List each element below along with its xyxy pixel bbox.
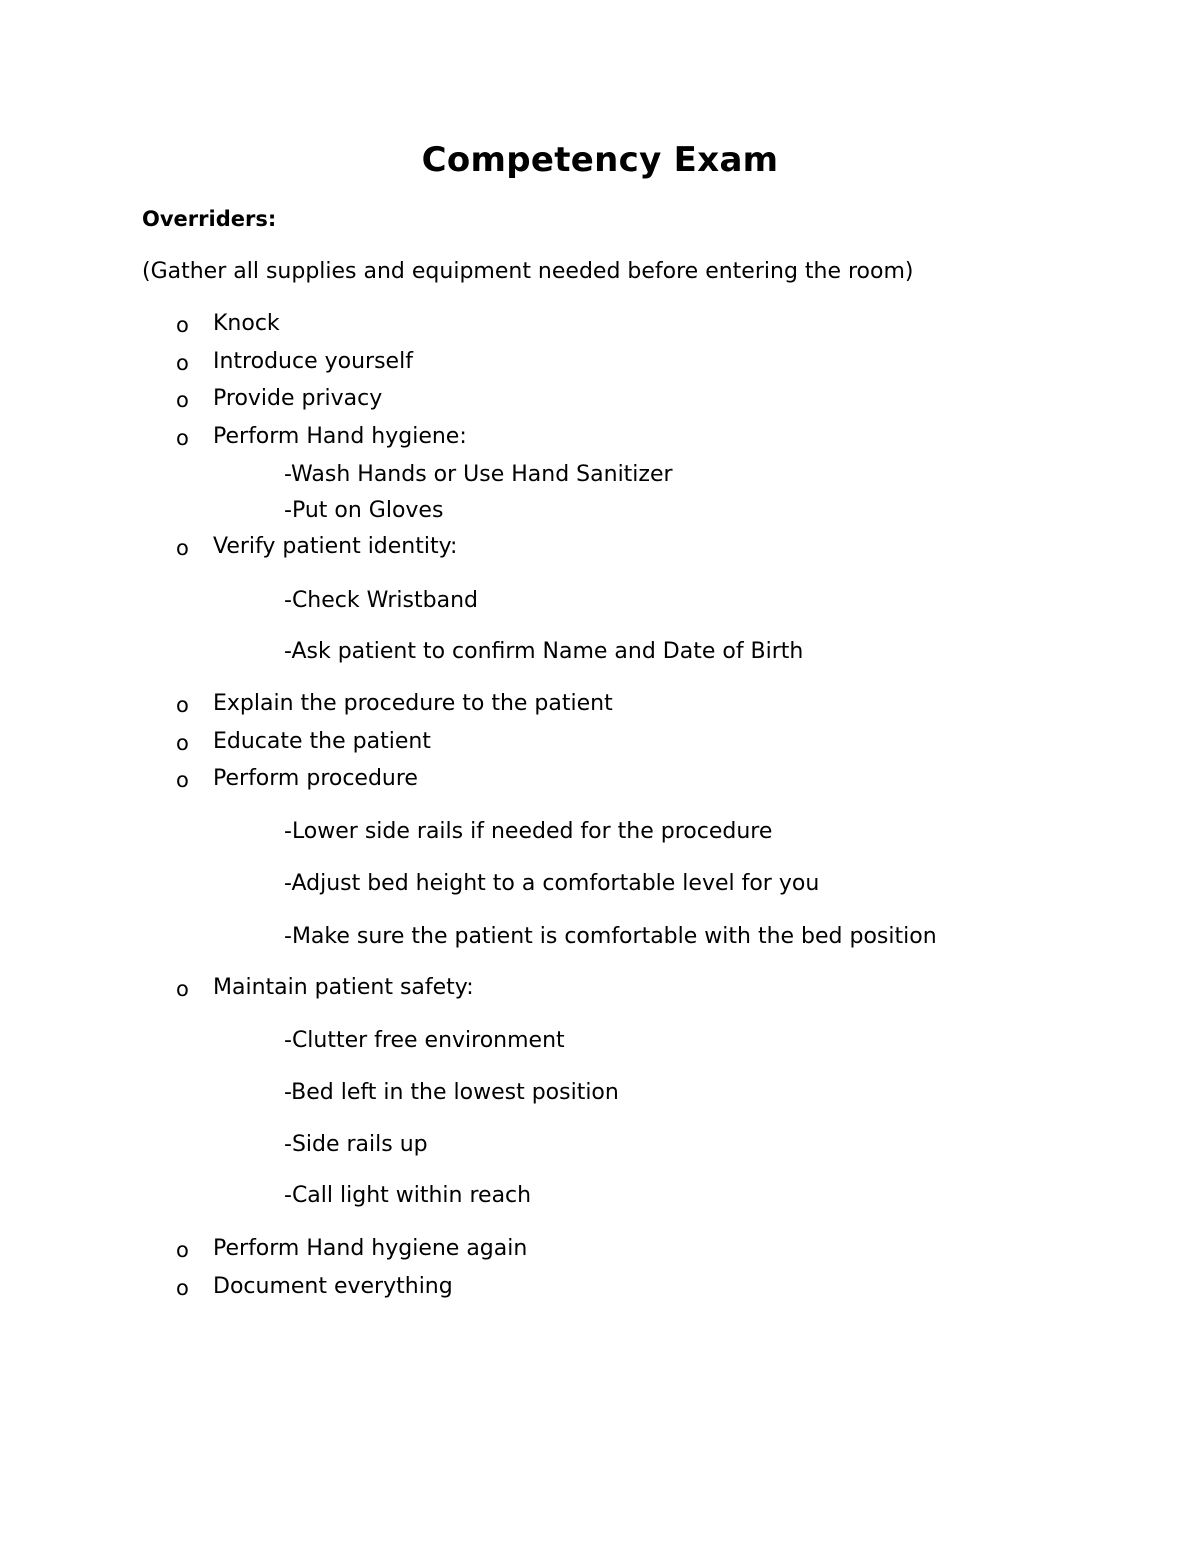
sub-item: -Ask patient to confirm Name and Date of Birth bbox=[284, 639, 804, 664]
list-item: Educate the patient bbox=[213, 729, 431, 754]
bullet-icon: o bbox=[176, 536, 189, 560]
sub-item: -Adjust bed height to a comfortable level for you bbox=[284, 871, 820, 896]
sub-item: -Put on Gloves bbox=[284, 498, 444, 523]
intro-note: (Gather all supplies and equipment needed before entering the room) bbox=[142, 259, 914, 284]
list-item: Knock bbox=[213, 311, 280, 336]
list-item: Perform Hand hygiene again bbox=[213, 1236, 528, 1261]
list-item: Document everything bbox=[213, 1274, 453, 1299]
bullet-icon: o bbox=[176, 426, 189, 450]
bullet-icon: o bbox=[176, 693, 189, 717]
sub-item: -Bed left in the lowest position bbox=[284, 1080, 619, 1105]
list-item: Provide privacy bbox=[213, 386, 383, 411]
bullet-icon: o bbox=[176, 313, 189, 337]
page-title: Competency Exam bbox=[421, 140, 779, 180]
sub-item: -Side rails up bbox=[284, 1132, 428, 1157]
bullet-icon: o bbox=[176, 388, 189, 412]
list-item: Explain the procedure to the patient bbox=[213, 691, 613, 716]
sub-item: -Lower side rails if needed for the procedure bbox=[284, 819, 773, 844]
bullet-icon: o bbox=[176, 768, 189, 792]
sub-item: -Check Wristband bbox=[284, 588, 478, 613]
list-item: Perform Hand hygiene: bbox=[213, 424, 467, 449]
bullet-icon: o bbox=[176, 731, 189, 755]
sub-item: -Make sure the patient is comfortable with the bed position bbox=[284, 924, 937, 949]
bullet-icon: o bbox=[176, 977, 189, 1001]
sub-item: -Call light within reach bbox=[284, 1183, 532, 1208]
list-item: Verify patient identity: bbox=[213, 534, 458, 559]
bullet-icon: o bbox=[176, 1276, 189, 1300]
list-item: Introduce yourself bbox=[213, 349, 413, 374]
section-heading: Overriders: bbox=[142, 207, 277, 231]
sub-item: -Clutter free environment bbox=[284, 1028, 565, 1053]
bullet-icon: o bbox=[176, 1238, 189, 1262]
bullet-icon: o bbox=[176, 351, 189, 375]
sub-item: -Wash Hands or Use Hand Sanitizer bbox=[284, 462, 673, 487]
list-item: Maintain patient safety: bbox=[213, 975, 474, 1000]
list-item: Perform procedure bbox=[213, 766, 418, 791]
